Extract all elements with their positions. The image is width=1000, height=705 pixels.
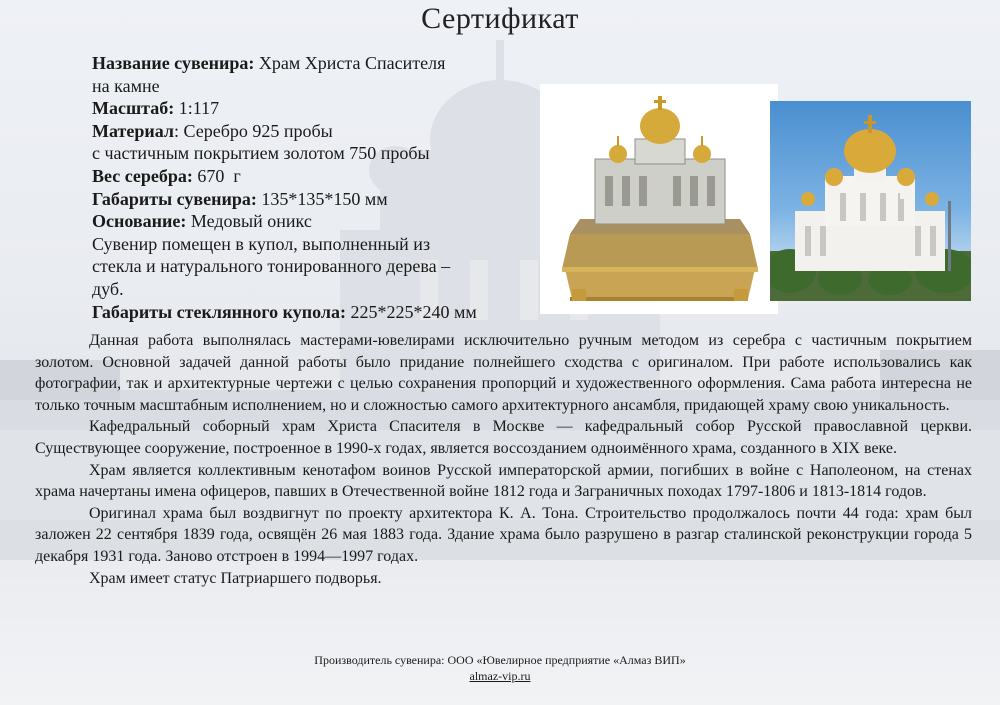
souvenir-specs bbox=[92, 52, 542, 323]
description-text bbox=[35, 330, 972, 589]
silver-cathedral-model-image bbox=[540, 84, 778, 314]
paragraph-3: Храм является коллективным кенотафом воинов Русской императорской армии, погибших в войне с Наполеоном, на стенах храма начертаны имена офицеров, павших в Отечественной войне 1812 года и Заграничных походах 1797-1806 и 1813-1814 годов. bbox=[35, 461, 972, 501]
website-link[interactable]: almaz-vip.ru bbox=[469, 669, 531, 683]
spec-glass bbox=[92, 301, 542, 324]
spec-weight-value: 670 г bbox=[192, 165, 241, 186]
paragraph-5: Храм имеет статус Патриаршего подворья. bbox=[89, 569, 382, 587]
spec-name-cont: на камне bbox=[92, 75, 160, 96]
spec-material-label: Материал bbox=[92, 120, 174, 141]
spec-name-label: Название сувенира: bbox=[92, 53, 255, 73]
manufacturer-info: Производитель сувенира: ООО «Ювелирное предприятие «Алмаз ВИП» bbox=[314, 653, 686, 667]
spec-scale-label: Масштаб: bbox=[92, 98, 175, 119]
spec-dome-line-3: дуб. bbox=[92, 278, 124, 299]
spec-base bbox=[92, 210, 542, 233]
spec-material-cont: с частичным покрытием золотом 750 пробы bbox=[92, 143, 430, 164]
spec-base-label: Основание: bbox=[92, 211, 187, 232]
spec-glass-label: Габариты стеклянного купола: bbox=[92, 301, 346, 322]
spec-glass-value: 225*225*240 мм bbox=[346, 301, 477, 322]
spec-material-value: : Серебро 925 пробы bbox=[174, 120, 333, 141]
spec-weight-label: Вес серебра: bbox=[92, 165, 193, 186]
paragraph-1: Данная работа выполнялась мастерами-ювелирами исключительно ручным методом из серебра с частичным покрытием золотом. Основной задачей данной работы было придание полнейшего сходства с оригиналом. При работе использовались как фотографии, так и архитектурные чертежи с целью сохранения пропорций и художественного оформления. Сама работа интересна не только точным масштабным исполнением, но и сложностью самого архитектурного ансамбля, придающей храму свою уникальность. bbox=[35, 332, 972, 414]
spec-size-value: 135*135*150 мм bbox=[256, 188, 388, 209]
footer bbox=[0, 652, 1000, 684]
spec-material bbox=[92, 120, 542, 143]
spec-dome-line-2: стекла и натурального тонированного дерева – bbox=[92, 256, 451, 277]
paragraph-2: Кафедральный соборный храм Христа Спасителя в Москве — кафедральный собор Русской православной церкви. Существующее сооружение, построенное в 1990-х годах, является воссозданием одноимённого храма, созданного в XIX веке. bbox=[35, 418, 972, 457]
paragraph-4: Оригинал храма был воздвигнут по проекту архитектора К. А. Тона. Строительство продолжалось почти 44 года: храм был заложен 22 сентября 1839 года, освящён 26 мая 1883 года. Здание храма было разрушено в разгар сталинской реконструкции города 5 декабря 1931 года. Заново отстроен в 1994—1997 годах. bbox=[35, 504, 972, 565]
spec-name-value: Храм Христа Спасителя bbox=[254, 53, 446, 73]
spec-size bbox=[92, 188, 542, 211]
spec-dome-line-1: Сувенир помещен в купол, выполненный из bbox=[92, 233, 431, 254]
spec-size-label: Габариты сувенира: bbox=[92, 188, 257, 209]
souvenir-photo bbox=[540, 84, 778, 314]
spec-scale bbox=[92, 97, 542, 120]
page-title: Сертификат bbox=[421, 2, 579, 35]
cathedral-of-christ-the-saviour-image bbox=[770, 101, 971, 301]
spec-scale-value: 1:117 bbox=[174, 98, 220, 119]
spec-weight bbox=[92, 165, 542, 188]
spec-name bbox=[92, 52, 542, 75]
cathedral-photo bbox=[770, 101, 971, 301]
spec-base-value: Медовый оникс bbox=[186, 211, 312, 232]
